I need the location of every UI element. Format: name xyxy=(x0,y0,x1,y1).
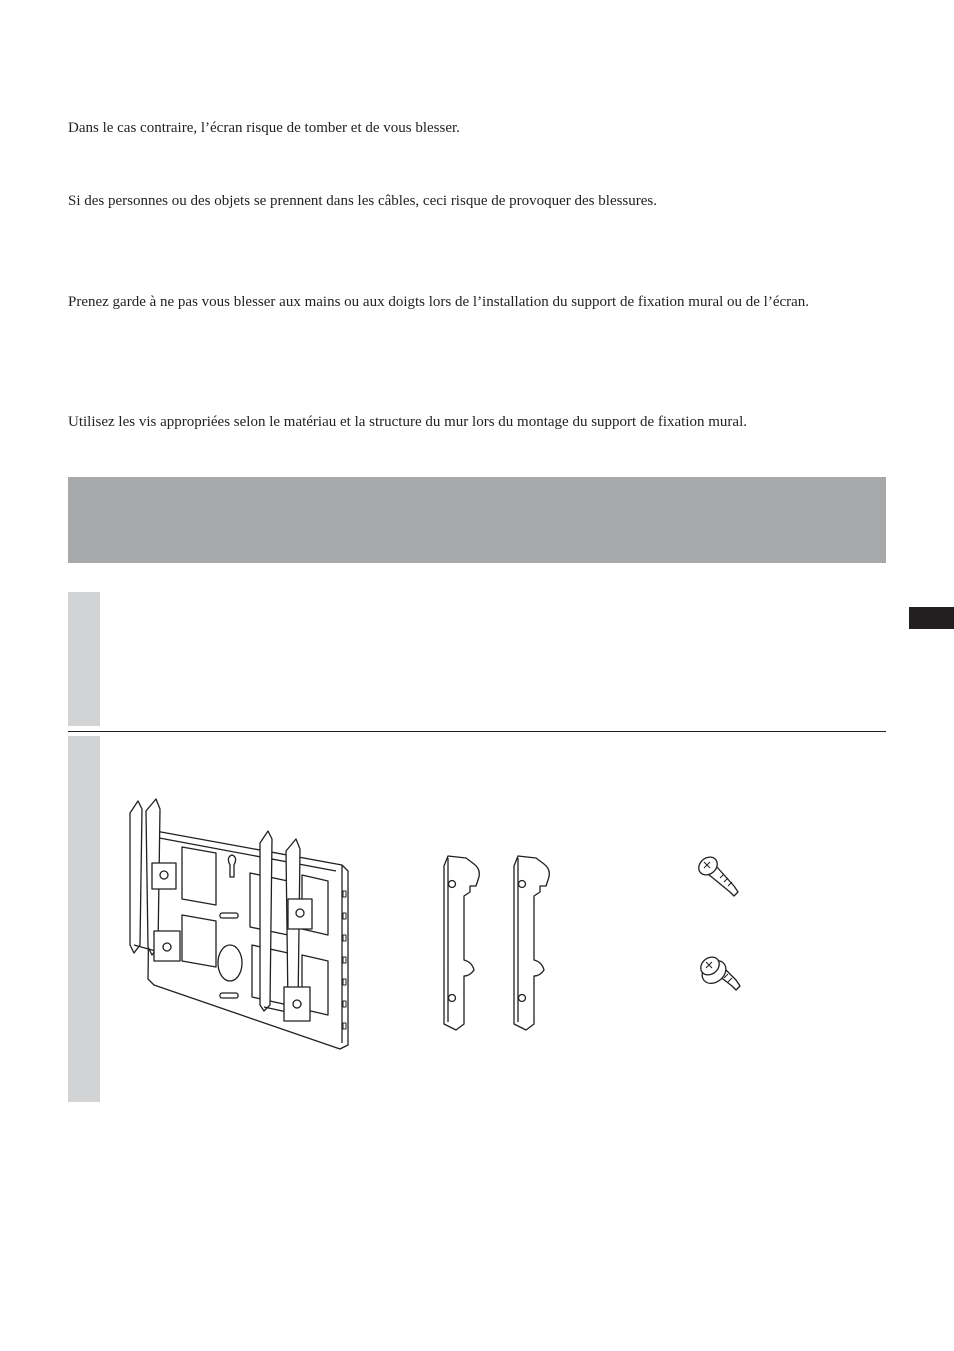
screw-illustration xyxy=(694,852,740,900)
section-side-bar-2 xyxy=(68,736,100,1102)
section-divider xyxy=(68,731,886,732)
paragraph-screw-advice: Utilisez les vis appropriées selon le matériau et la structure du mur lors du montage du support de fixation mural. xyxy=(68,414,747,430)
screw-with-washer-illustration xyxy=(694,950,744,996)
paragraph-fall-warning: Dans le cas contraire, l’écran risque de tomber et de vous blesser. xyxy=(68,120,460,136)
paragraph-hand-caution: Prenez garde à ne pas vous blesser aux mains ou aux doigts lors de l’installation du support de fixation mural ou de l’écran. xyxy=(68,294,810,310)
page-side-tab xyxy=(909,607,954,629)
mounting-hooks-illustration xyxy=(436,852,560,1032)
section-side-bar-1 xyxy=(68,592,100,726)
wall-mount-bracket-illustration xyxy=(120,795,360,1057)
section-header-banner xyxy=(68,477,886,563)
paragraph-cable-warning: Si des personnes ou des objets se prennent dans les câbles, ceci risque de provoquer des blessures. xyxy=(68,193,658,209)
